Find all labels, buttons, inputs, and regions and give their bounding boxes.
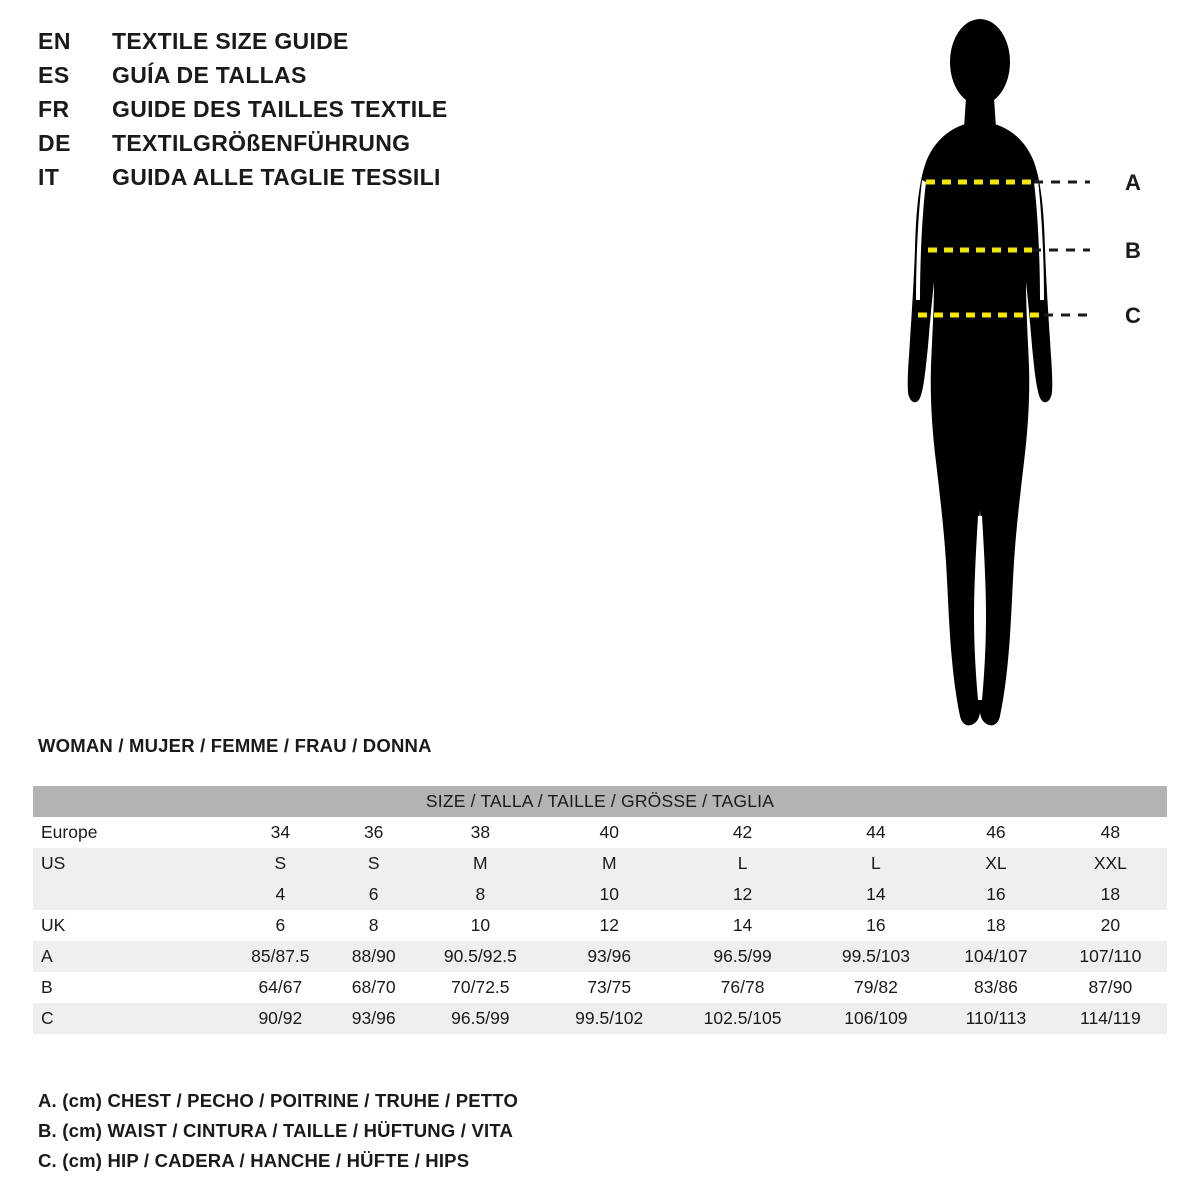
cell: 102.5/105 — [703, 1008, 782, 1028]
cell: 90.5/92.5 — [443, 946, 517, 966]
cell: S — [367, 853, 380, 873]
cell: 8 — [475, 884, 486, 904]
language-title: GUÍA DE TALLAS — [112, 62, 307, 88]
cell: 64/67 — [258, 977, 303, 997]
cell: 68/70 — [351, 977, 396, 997]
section-caption: WOMAN / MUJER / FEMME / FRAU / DONNA — [38, 735, 432, 756]
table-row — [33, 817, 1167, 848]
cell: 73/75 — [587, 977, 632, 997]
cell: 85/87.5 — [251, 946, 310, 966]
cell: 96.5/99 — [713, 946, 772, 966]
language-code: FR — [38, 96, 70, 122]
cell: L — [737, 853, 748, 873]
cell: 20 — [1100, 915, 1121, 935]
cell: 46 — [986, 822, 1006, 842]
measure-label-b: B — [1125, 238, 1141, 263]
language-code: DE — [38, 130, 71, 156]
cell: 99.5/102 — [575, 1008, 644, 1028]
cell: 114/119 — [1080, 1008, 1141, 1028]
size-table — [33, 786, 1167, 1034]
cell: 12 — [599, 915, 619, 935]
cell: 16 — [866, 915, 886, 935]
language-title-list — [38, 28, 598, 198]
language-code: ES — [38, 62, 70, 88]
cell: 88/90 — [351, 946, 396, 966]
cell: L — [871, 853, 881, 873]
legend-item-c: C. (cm) HIP / CADERA / HANCHE / HÜFTE / HIPS — [38, 1150, 470, 1171]
table-row — [33, 972, 1167, 1003]
language-row — [38, 62, 598, 96]
language-row — [38, 164, 598, 198]
female-silhouette-icon — [860, 10, 1190, 750]
row-label — [33, 879, 227, 910]
cell: 36 — [363, 822, 384, 842]
cell: 16 — [986, 884, 1006, 904]
table-row — [33, 941, 1167, 972]
row-label: A — [41, 946, 53, 966]
language-row — [38, 96, 598, 130]
cell: 110/113 — [965, 1008, 1027, 1028]
cell: S — [274, 853, 287, 873]
cell: 10 — [599, 884, 619, 904]
cell: 14 — [866, 884, 886, 904]
measure-label-a: A — [1125, 170, 1141, 195]
cell: 34 — [270, 822, 291, 842]
cell: 99.5/103 — [841, 946, 910, 966]
language-code: EN — [38, 28, 71, 54]
measurement-legend — [38, 1090, 518, 1180]
cell: 90/92 — [258, 1008, 303, 1028]
cell: M — [473, 853, 488, 873]
cell: XL — [985, 853, 1007, 873]
row-label: US — [41, 853, 66, 873]
cell: 87/90 — [1088, 977, 1133, 997]
language-title: TEXTILE SIZE GUIDE — [112, 28, 349, 54]
row-label: UK — [41, 915, 66, 935]
cell: 93/96 — [351, 1008, 396, 1028]
cell: 70/72.5 — [451, 977, 510, 997]
language-title: GUIDE DES TAILLES TEXTILE — [112, 96, 448, 122]
cell: 106/109 — [844, 1008, 908, 1028]
cell: 8 — [368, 915, 379, 935]
table-row — [33, 879, 1167, 910]
legend-item-b: B. (cm) WAIST / CINTURA / TAILLE / HÜFTUNG / VITA — [38, 1120, 514, 1141]
cell: 18 — [986, 915, 1006, 935]
cell: M — [601, 853, 617, 873]
cell: 6 — [368, 884, 379, 904]
language-title: TEXTILGRÖßENFÜHRUNG — [112, 130, 411, 156]
cell: 38 — [470, 822, 491, 842]
cell: 6 — [275, 915, 286, 935]
cell: 42 — [732, 822, 753, 842]
table-header-row — [33, 786, 1167, 817]
language-row — [38, 28, 598, 62]
language-row — [38, 130, 598, 164]
cell: 10 — [470, 915, 491, 935]
language-title: GUIDA ALLE TAGLIE TESSILI — [112, 164, 441, 190]
cell: 12 — [732, 884, 753, 904]
cell: 14 — [732, 915, 753, 935]
row-label: C — [41, 1008, 54, 1028]
cell: XXL — [1093, 853, 1127, 873]
body-figure-diagram — [860, 10, 1190, 750]
cell: 76/78 — [720, 977, 765, 997]
cell: 83/86 — [974, 977, 1018, 997]
measure-label-c: C — [1125, 303, 1141, 328]
table-row — [33, 848, 1167, 879]
cell: 44 — [866, 822, 886, 842]
row-label: B — [41, 977, 53, 997]
language-code: IT — [38, 164, 60, 190]
legend-item-a: A. (cm) CHEST / PECHO / POITRINE / TRUHE / PETTO — [38, 1090, 519, 1111]
cell: 4 — [275, 884, 286, 904]
table-row — [33, 910, 1167, 941]
cell: 79/82 — [854, 977, 898, 997]
cell: 104/107 — [964, 946, 1028, 966]
cell: 93/96 — [587, 946, 632, 966]
table-row — [33, 1003, 1167, 1034]
table-header-label: SIZE / TALLA / TAILLE / GRÖSSE / TAGLIA — [425, 791, 775, 811]
cell: 18 — [1100, 884, 1121, 904]
row-label: Europe — [41, 822, 98, 842]
cell: 107/110 — [1079, 946, 1142, 966]
cell: 96.5/99 — [451, 1008, 510, 1028]
cell: 48 — [1100, 822, 1121, 842]
cell: 40 — [599, 822, 619, 842]
